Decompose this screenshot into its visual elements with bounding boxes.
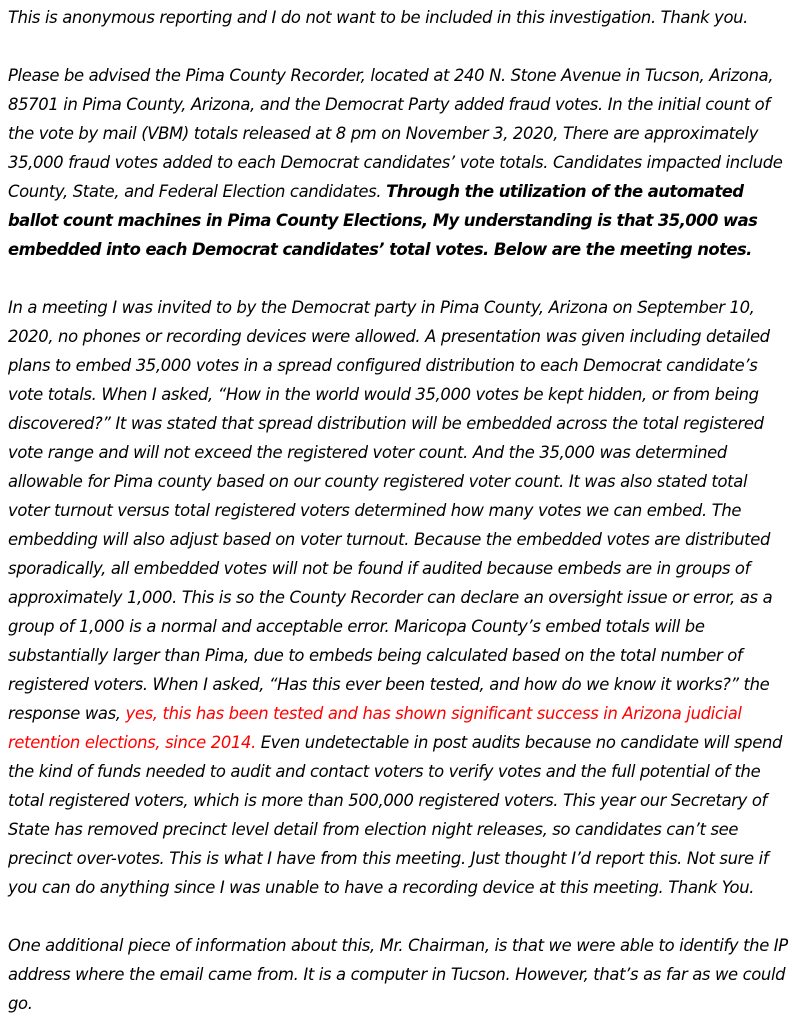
paragraph-fraud-claim [8, 61, 792, 264]
fraud-claim-bold-text: Through the utilization of the automated ballot count machines in Pima County Elections, My understanding is that 35,000 was embedded into each Democrat candidates’ total votes. Below are the meeting notes. [8, 182, 758, 259]
paragraph-additional-info: One additional piece of information about this, Mr. Chairman, is that we were able to identify the IP address where the email came from. It is a computer in Tucson. However, that’s as far as we could go. [8, 936, 788, 1013]
paragraph-meeting-notes [8, 293, 792, 902]
paragraph-anonymous-notice: This is anonymous reporting and I do not want to be included in this investigation. Thank you. [8, 8, 749, 27]
meeting-notes-red-text: yes, this has been tested and has shown significant success in Arizona judicial retention elections, since 2014. [8, 704, 742, 752]
meeting-notes-text-before: In a meeting I was invited to by the Democrat party in Pima County, Arizona on September 10, 2020, no phones or recording devices were allowed. A presentation was given including detailed plans to embed 35,000 votes in a spread configured distribution to each Democrat candidate’s vote totals. When I asked, “How in the world would 35,000 votes be kept hidden, or from being discovered?” It was stated that spread distribution will be embedded across the total registered vote range and will not exceed the registered voter count. And the 35,000 was determined allowable for Pima county based on our county registered voter count. It was also stated total voter turnout versus total registered voters determined how many votes we can embed. The embedding will also adjust based on voter turnout. Because the embedded votes are distributed sporadically, all embedded votes will not be found if audited because embeds are in groups of approximately 1,000. This is so the County Recorder can declare an oversight issue or error, as a group of 1,000 is a normal and acceptable error. Maricopa County’s embed totals will be substantially larger than Pima, due to embeds being calculated based on the total number of registered voters. When I asked, “Has this ever been tested, and how do we know it works?” the response was, [8, 298, 773, 723]
document-body [8, 3, 792, 1018]
meeting-notes-text-after: Even undetectable in post audits because no candidate will spend the kind of funds needed to audit and contact voters to verify votes and the full potential of the total registered voters, which is more than 500,000 registered voters. This year our Secretary of State has removed precinct level detail from election night releases, so candidates can’t see precinct over-votes. This is what I have from this meeting. Just thought I’d report this. Not sure if you can do anything since I was unable to have a recording device at this meeting. Thank You. [8, 733, 783, 897]
fraud-claim-text: Please be advised the Pima County Recorder, located at 240 N. Stone Avenue in Tucson, Arizona, 85701 in Pima County, Arizona, and the Democrat Party added fraud votes. In the initial count of the vote by mail (VBM) totals released at 8 pm on November 3, 2020, There are approximately 35,000 fraud votes added to each Democrat candidates’ vote totals. Candidates impacted include County, State, and Federal Election candidates. [8, 66, 783, 201]
